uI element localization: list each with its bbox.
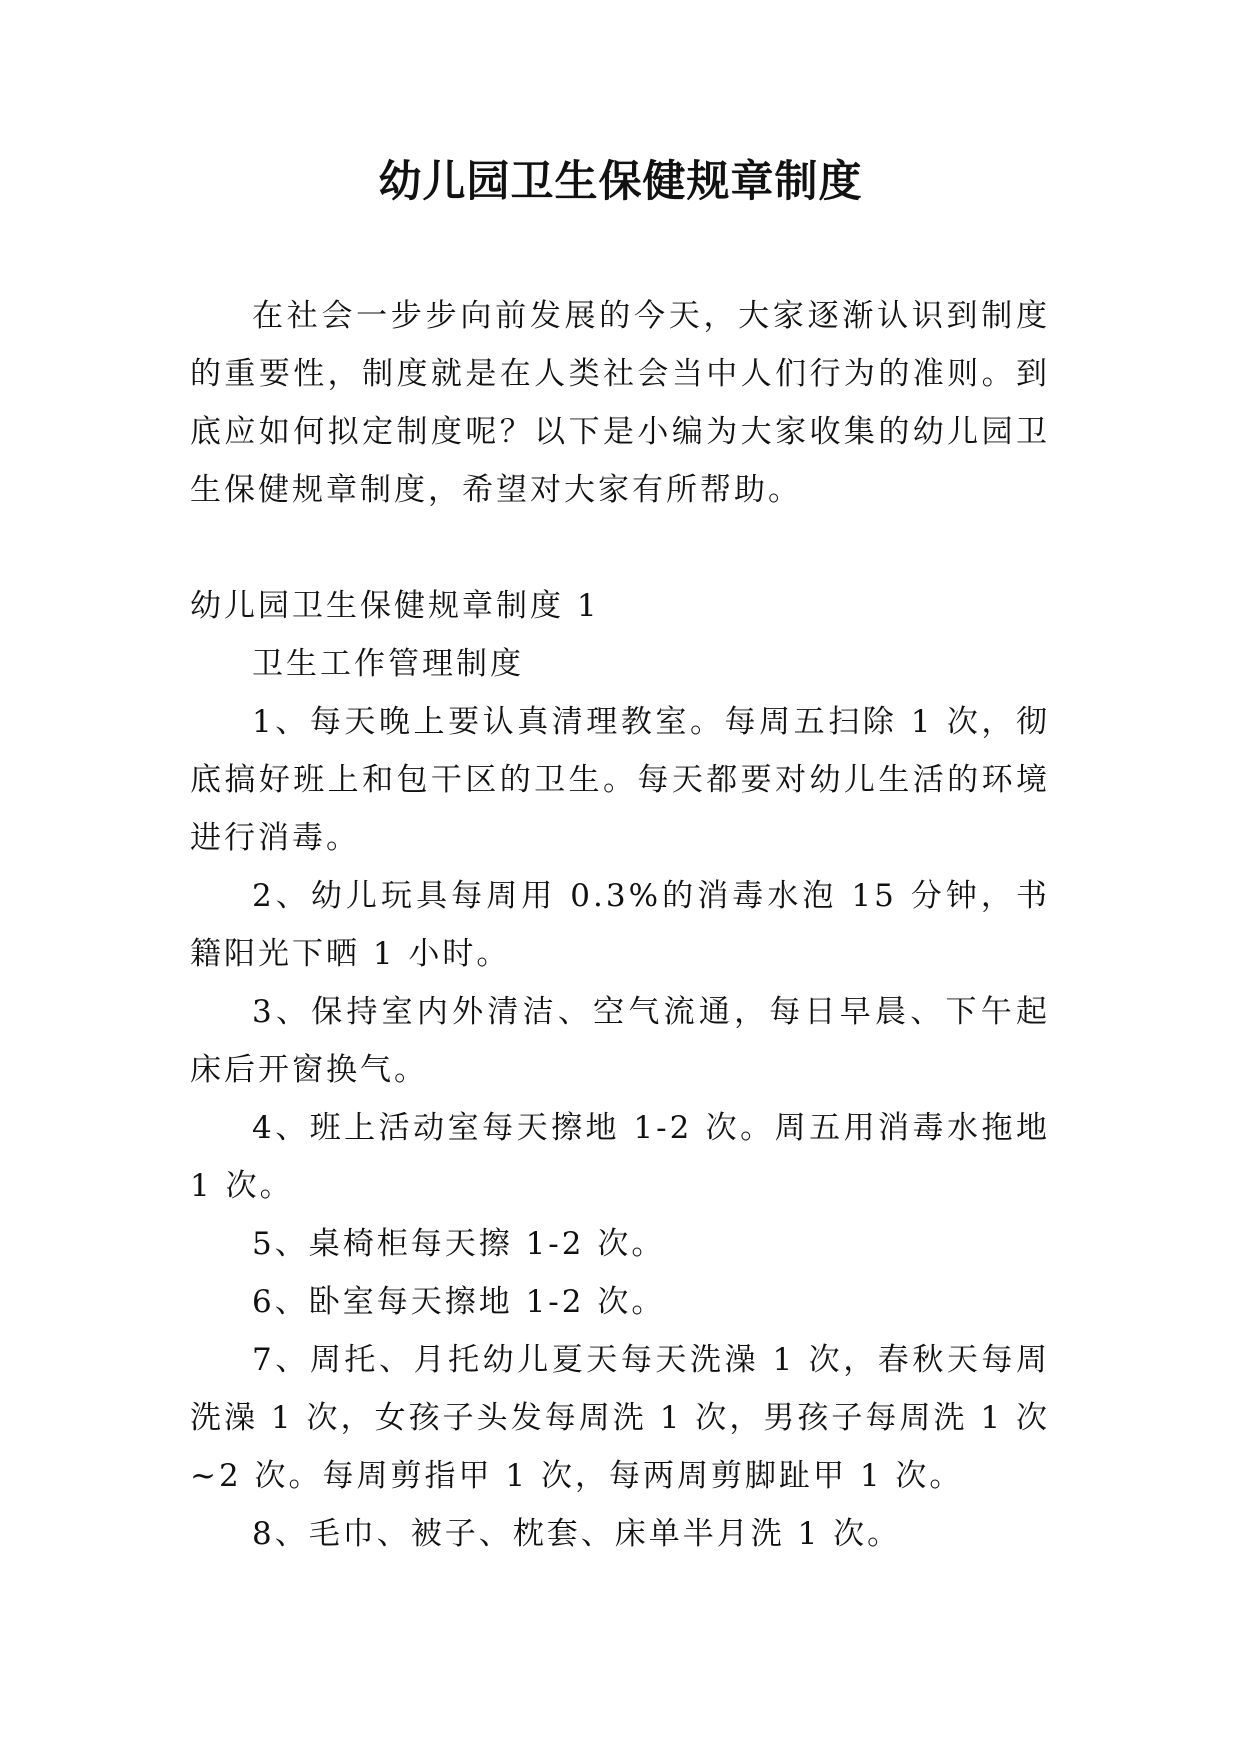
- list-item: 2、幼儿玩具每周用 0.3%的消毒水泡 15 分钟，书籍阳光下晒 1 小时。: [190, 878, 1050, 972]
- subheading: 卫生工作管理制度: [252, 646, 524, 682]
- list-item: 1、每天晚上要认真清理教室。每周五扫除 1 次，彻底搞好班上和包干区的卫生。每天都要对幼儿生活的环境进行消毒。: [190, 704, 1050, 856]
- list-item: 4、班上活动室每天擦地 1-2 次。周五用消毒水拖地 1 次。: [190, 1110, 1050, 1204]
- list-item: 8、毛巾、被子、枕套、床单半月洗 1 次。: [252, 1516, 902, 1552]
- list-item: 6、卧室每天擦地 1-2 次。: [252, 1284, 666, 1320]
- document-body: [190, 287, 1050, 1563]
- section-heading: 幼儿园卫生保健规章制度 1: [190, 588, 600, 624]
- list-item: 3、保持室内外清洁、空气流通，每日早晨、下午起床后开窗换气。: [190, 994, 1050, 1088]
- document-title: 幼儿园卫生保健规章制度: [378, 157, 863, 207]
- intro-paragraph: 在社会一步步向前发展的今天，大家逐渐认识到制度的重要性，制度就是在人类社会当中人们行为的准则。到底应如何拟定制度呢？以下是小编为大家收集的幼儿园卫生保健规章制度，希望对大家有所帮助。: [190, 298, 1050, 508]
- list-item: 5、桌椅柜每天擦 1-2 次。: [252, 1226, 666, 1262]
- list-item: 7、周托、月托幼儿夏天每天洗澡 1 次，春秋天每周洗澡 1 次，女孩子头发每周洗 1 次，男孩子每周洗 1 次~2 次。每周剪指甲 1 次，每两周剪脚趾甲 1 次。: [190, 1342, 1050, 1494]
